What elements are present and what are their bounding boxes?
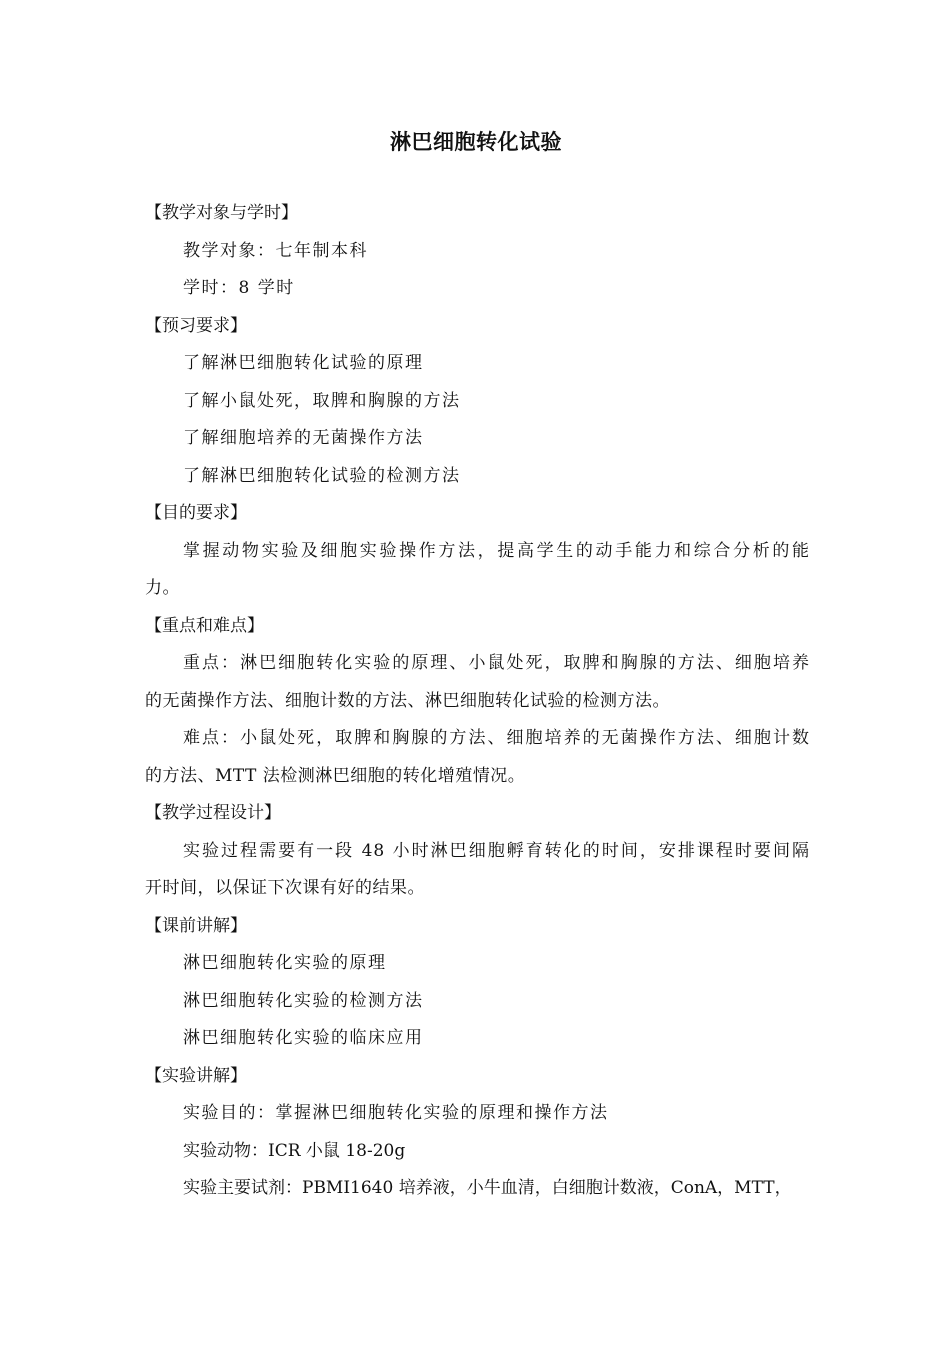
pre-lecture-item: 淋巴细胞转化实验的临床应用 — [183, 1028, 424, 1048]
page-title: 淋巴细胞转化试验 — [390, 129, 562, 154]
process-paragraph-line: 实验过程需要有一段 48 小时淋巴细胞孵育转化的时间，安排课程时要间隔 — [183, 840, 810, 861]
experiment-item: 实验目的：掌握淋巴细胞转化实验的原理和操作方法 — [183, 1103, 609, 1123]
section-heading-experiment: 【实验讲解】 — [145, 1065, 247, 1086]
preview-item: 了解小鼠处死，取脾和胸腺的方法 — [183, 390, 461, 411]
difficulty-paragraph-line: 难点：小鼠处死，取脾和胸腺的方法、细胞培养的无菌操作方法、细胞计数 — [183, 728, 810, 748]
preview-item: 了解淋巴细胞转化试验的原理 — [183, 353, 424, 373]
experiment-item: 实验主要试剂：PBMI1640 培养液，小牛血清，白细胞计数液，ConA，MTT， — [183, 1178, 792, 1198]
preview-item: 了解淋巴细胞转化试验的检测方法 — [183, 465, 461, 486]
preview-item: 了解细胞培养的无菌操作方法 — [183, 428, 424, 448]
difficulty-paragraph-line: 的方法、MTT 法检测淋巴细胞的转化增殖情况。 — [145, 765, 526, 786]
pre-lecture-item: 淋巴细胞转化实验的原理 — [183, 953, 387, 973]
document-body — [145, 195, 810, 1208]
section-heading-pre-lecture: 【课前讲解】 — [145, 915, 247, 936]
experiment-item: 实验动物：ICR 小鼠 18-20g — [183, 1140, 406, 1161]
key-point-paragraph-line: 重点：淋巴细胞转化实验的原理、小鼠处死，取脾和胸腺的方法、细胞培养 — [183, 653, 810, 673]
section-heading-teaching-target: 【教学对象与学时】 — [145, 203, 298, 223]
teaching-target-item: 教学对象：七年制本科 — [183, 240, 368, 261]
process-paragraph-line: 开时间，以保证下次课有好的结果。 — [145, 878, 425, 898]
section-heading-key-points: 【重点和难点】 — [145, 615, 264, 636]
objective-paragraph-line: 力。 — [145, 578, 180, 598]
objective-paragraph-line: 掌握动物实验及细胞实验操作方法，提高学生的动手能力和综合分析的能 — [183, 540, 810, 561]
section-heading-objective: 【目的要求】 — [145, 503, 247, 523]
section-heading-preview: 【预习要求】 — [145, 315, 247, 336]
key-point-paragraph-line: 的无菌操作方法、细胞计数的方法、淋巴细胞转化试验的检测方法。 — [145, 690, 670, 711]
pre-lecture-item: 淋巴细胞转化实验的检测方法 — [183, 990, 424, 1011]
teaching-hours-item: 学时：8 学时 — [183, 278, 295, 298]
section-heading-process: 【教学过程设计】 — [145, 803, 281, 823]
